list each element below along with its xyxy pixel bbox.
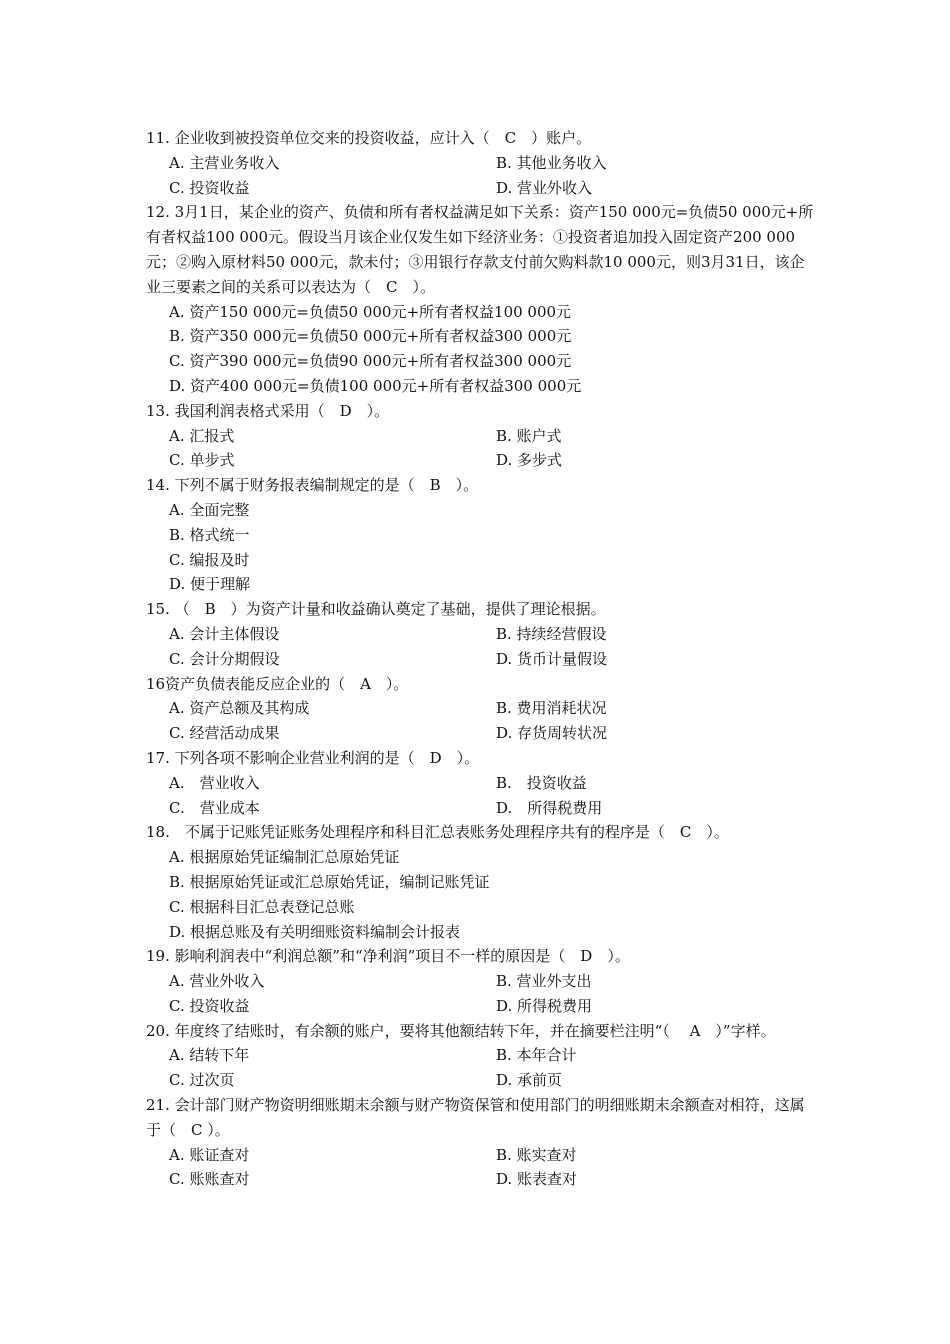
question-stem: 13. 我国利润表格式采用（ D ）。 bbox=[146, 401, 390, 420]
answer-option: B. 账户式 bbox=[496, 426, 562, 445]
question-11 bbox=[146, 126, 816, 200]
question-stem: 11. 企业收到被投资单位交来的投资收益，应计入（ C ）账户。 bbox=[146, 129, 592, 147]
answer-option: B. 格式统一 bbox=[169, 525, 250, 544]
answer-option: C. 账账查对 bbox=[169, 1170, 250, 1189]
answer-option: D. 账表查对 bbox=[496, 1170, 578, 1189]
question-13 bbox=[146, 399, 816, 473]
option-list bbox=[146, 845, 816, 944]
answer-option: A. 会计主体假设 bbox=[169, 624, 280, 643]
answer-option: C. 资产390 000元=负债90 000元+所有者权益300 000元 bbox=[169, 352, 572, 371]
question-stem: 15. （ B ）为资产计量和收益确认奠定了基础，提供了理论根据。 bbox=[146, 600, 606, 619]
question-stem: 20. 年度终了结账时，有余额的账户，要将其他额结转下年，并在摘要栏注明“（ A ）”字样。 bbox=[146, 1021, 776, 1040]
answer-option: B. 营业外支出 bbox=[496, 972, 592, 991]
option-list bbox=[146, 300, 816, 399]
question-14 bbox=[146, 473, 816, 597]
option-list bbox=[146, 969, 816, 1019]
answer-option: A. 账证查对 bbox=[169, 1145, 250, 1164]
answer-option: C. 投资收益 bbox=[169, 996, 250, 1015]
answer-option: B. 根据原始凭证或汇总原始凭证，编制记账凭证 bbox=[169, 872, 490, 891]
question-18 bbox=[146, 820, 816, 944]
answer-option: D. 多步式 bbox=[496, 451, 563, 470]
answer-option: C. 投资收益 bbox=[169, 178, 250, 197]
option-list bbox=[146, 1043, 816, 1093]
question-stem: 21. 会计部门财产物资明细账期末余额与财产物资保管和使用部门的明细账期末余额查对相符，这属于（ C ）。 bbox=[146, 1096, 805, 1139]
question-15 bbox=[146, 597, 816, 671]
question-12 bbox=[146, 200, 816, 398]
answer-option: D. 存货周转状况 bbox=[496, 724, 608, 743]
answer-option: C. 根据科目汇总表登记总账 bbox=[169, 897, 355, 916]
answer-option: D. 根据总账及有关明细账资料编制会计报表 bbox=[169, 922, 461, 941]
question-21 bbox=[146, 1093, 816, 1192]
answer-option: C. 过次页 bbox=[169, 1071, 235, 1090]
answer-option: C. 单步式 bbox=[169, 451, 235, 470]
answer-option: B. 费用消耗状况 bbox=[496, 699, 607, 718]
question-stem: 16资产负债表能反应企业的（ A ）。 bbox=[146, 674, 409, 693]
answer-option: D. 所得税费用 bbox=[496, 798, 603, 817]
answer-option: A. 主营业务收入 bbox=[169, 153, 280, 172]
question-20 bbox=[146, 1019, 816, 1093]
answer-option: C. 营业成本 bbox=[169, 798, 260, 817]
question-stem: 19. 影响利润表中“利润总额”和“净利润”项目不一样的原因是（ D ）。 bbox=[146, 947, 630, 966]
answer-option: C. 会计分期假设 bbox=[169, 649, 280, 668]
option-list bbox=[146, 622, 816, 672]
answer-option: B. 持续经营假设 bbox=[496, 624, 607, 643]
answer-option: B. 本年合计 bbox=[496, 1046, 577, 1065]
question-19 bbox=[146, 944, 816, 1018]
answer-option: B. 资产350 000元=负债50 000元+所有者权益300 000元 bbox=[169, 327, 572, 346]
answer-option: A. 全面完整 bbox=[169, 500, 250, 519]
answer-option: B. 其他业务收入 bbox=[496, 153, 607, 172]
answer-option: D. 资产400 000元=负债100 000元+所有者权益300 000元 bbox=[169, 376, 582, 395]
option-list bbox=[146, 771, 816, 821]
question-list bbox=[146, 126, 816, 1192]
answer-option: D. 货币计量假设 bbox=[496, 649, 608, 668]
answer-option: A. 资产总额及其构成 bbox=[169, 699, 310, 718]
option-list bbox=[146, 498, 816, 597]
question-stem: 17. 下列各项不影响企业营业利润的是（ D ）。 bbox=[146, 748, 480, 767]
option-list bbox=[146, 696, 816, 746]
option-list bbox=[146, 1143, 816, 1193]
answer-option: A. 汇报式 bbox=[169, 426, 235, 445]
answer-option: A. 资产150 000元=负债50 000元+所有者权益100 000元 bbox=[169, 302, 572, 321]
answer-option: D. 便于理解 bbox=[169, 575, 251, 594]
question-stem: 14. 下列不属于财务报表编制规定的是（ B ）。 bbox=[146, 476, 479, 495]
option-list bbox=[146, 151, 816, 201]
answer-option: D. 营业外收入 bbox=[496, 178, 593, 197]
answer-option: A. 营业外收入 bbox=[169, 972, 265, 991]
answer-option: C. 编报及时 bbox=[169, 550, 250, 569]
question-17 bbox=[146, 746, 816, 820]
question-stem: 18. 不属于记账凭证账务处理程序和科目汇总表账务处理程序共有的程序是（ C ）。 bbox=[146, 823, 729, 842]
answer-option: B. 账实查对 bbox=[496, 1145, 577, 1164]
option-list bbox=[146, 424, 816, 474]
question-16 bbox=[146, 672, 816, 746]
answer-option: B. 投资收益 bbox=[496, 773, 587, 792]
answer-option: C. 经营活动成果 bbox=[169, 724, 280, 743]
answer-option: D. 所得税费用 bbox=[496, 996, 593, 1015]
answer-option: A. 营业收入 bbox=[169, 773, 260, 792]
question-stem: 12. 3月1日，某企业的资产、负债和所有者权益满足如下关系：资产150 000元=负债50 000元+所有者权益100 000元。假设当月该企业仅发生如下经济业务：①投资者追加投入固定资产200 000元；②购入原材料50 000元，款未付；③用银行存款支付前欠购料款10 000元，则3月31日，该企业三要素之间的关系可以表达为（ C ）。 bbox=[146, 203, 814, 296]
answer-option: D. 承前页 bbox=[496, 1071, 563, 1090]
answer-option: A. 根据原始凭证编制汇总原始凭证 bbox=[169, 848, 400, 867]
answer-option: A. 结转下年 bbox=[169, 1046, 250, 1065]
